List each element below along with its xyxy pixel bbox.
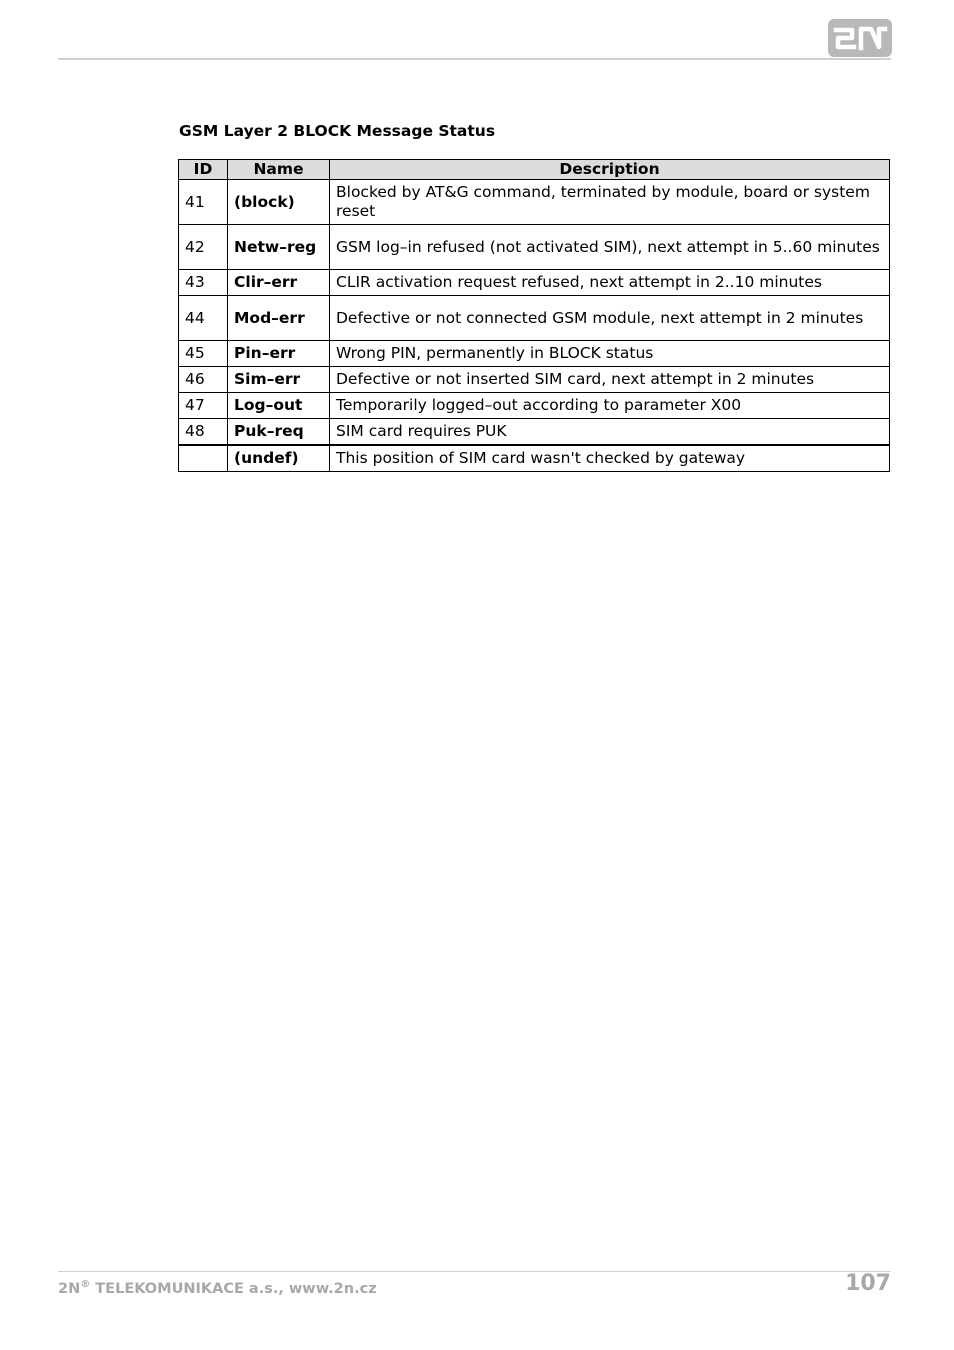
cell-name: Log–out: [228, 393, 330, 419]
table-header-row: [179, 160, 890, 180]
page-number: 107: [845, 1271, 891, 1296]
table-row: [179, 341, 890, 367]
table-row: [179, 445, 890, 472]
footer-company: [58, 1279, 377, 1297]
header-divider: [58, 58, 891, 60]
table-row: [179, 419, 890, 446]
table-row: [179, 393, 890, 419]
cell-description: GSM log–in refused (not activated SIM), next attempt in 5..60 minutes: [330, 225, 890, 270]
cell-name: Netw–reg: [228, 225, 330, 270]
cell-description: SIM card requires PUK: [330, 419, 890, 446]
cell-description: Defective or not inserted SIM card, next attempt in 2 minutes: [330, 367, 890, 393]
cell-name: (block): [228, 180, 330, 225]
cell-description: Wrong PIN, permanently in BLOCK status: [330, 341, 890, 367]
cell-name: Sim–err: [228, 367, 330, 393]
cell-id: 45: [179, 341, 228, 367]
cell-name: Puk–req: [228, 419, 330, 446]
table-row: [179, 270, 890, 296]
table-row: [179, 225, 890, 270]
2n-logo: [828, 19, 892, 57]
footer-brand: 2N: [58, 1280, 81, 1297]
table-row: [179, 296, 890, 341]
cell-id: 42: [179, 225, 228, 270]
registered-mark: ®: [80, 1279, 91, 1290]
table-row: [179, 180, 890, 225]
block-status-table: [178, 159, 890, 472]
cell-id: 43: [179, 270, 228, 296]
cell-id: 48: [179, 419, 228, 446]
column-header-name: Name: [228, 160, 330, 180]
cell-name: (undef): [228, 445, 330, 472]
cell-name: Pin–err: [228, 341, 330, 367]
cell-id: [179, 445, 228, 472]
column-header-description: Description: [330, 160, 890, 180]
cell-description: Defective or not connected GSM module, next attempt in 2 minutes: [330, 296, 890, 341]
cell-description: This position of SIM card wasn't checked by gateway: [330, 445, 890, 472]
cell-name: Mod–err: [228, 296, 330, 341]
table-row: [179, 367, 890, 393]
cell-name: Clir–err: [228, 270, 330, 296]
footer-company-name: TELEKOMUNIKACE a.s., www.2n.cz: [90, 1280, 377, 1297]
cell-description: Temporarily logged–out according to parameter X00: [330, 393, 890, 419]
cell-description: CLIR activation request refused, next attempt in 2..10 minutes: [330, 270, 890, 296]
section-title: GSM Layer 2 BLOCK Message Status: [179, 122, 496, 140]
cell-id: 44: [179, 296, 228, 341]
cell-id: 41: [179, 180, 228, 225]
column-header-id: ID: [179, 160, 228, 180]
cell-id: 47: [179, 393, 228, 419]
cell-description: Blocked by AT&G command, terminated by module, board or system reset: [330, 180, 890, 225]
cell-id: 46: [179, 367, 228, 393]
footer-divider: [58, 1271, 891, 1272]
